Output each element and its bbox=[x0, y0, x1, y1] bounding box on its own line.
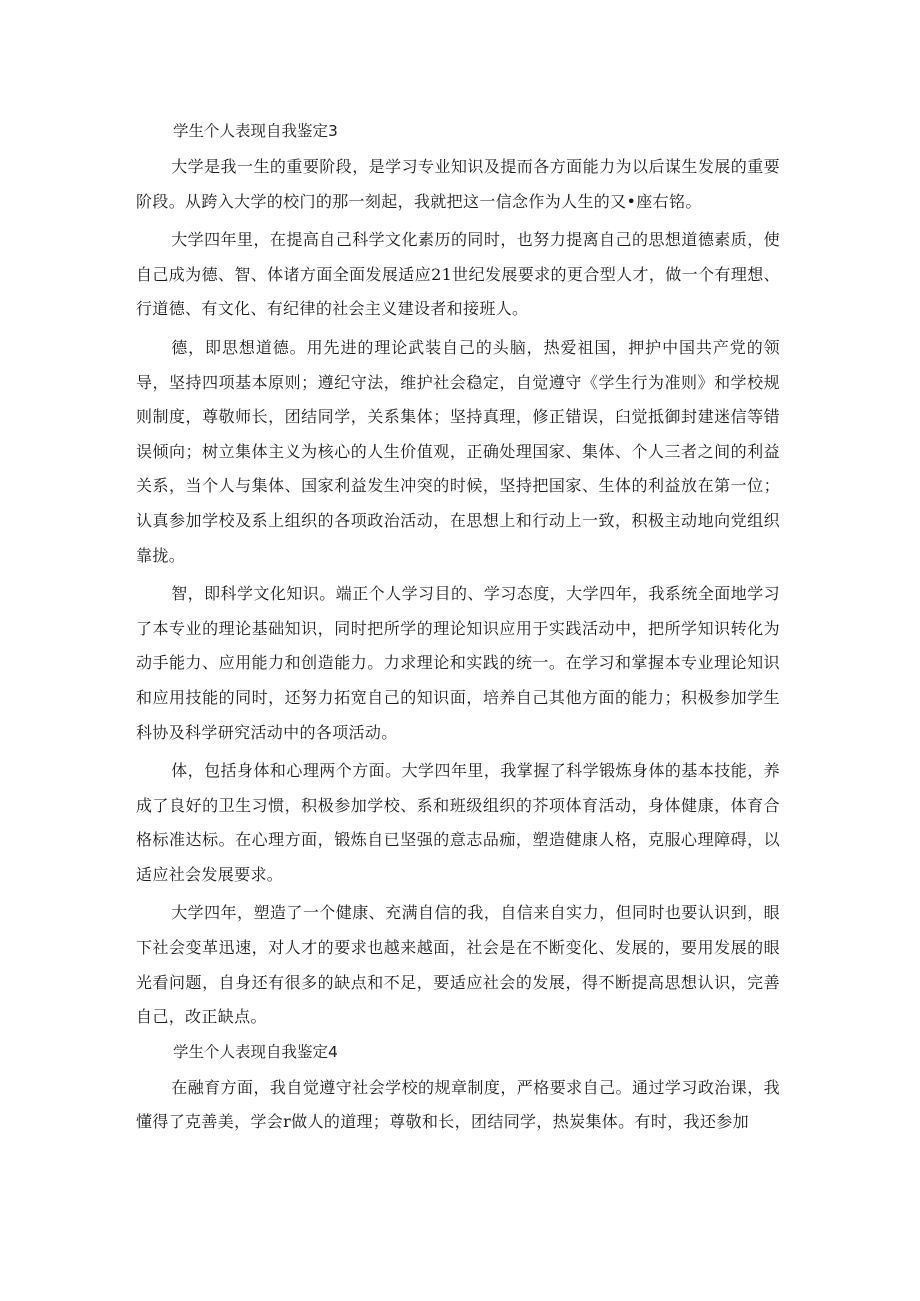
section-4 bbox=[136, 1039, 780, 1140]
paragraph: 体，包括身体和心理两个方面。大学四年里，我掌握了科学锻炼身体的基本技能，养成了良好的卫生习惯，积极参加学校、系和班级组织的芥项体育活动，身体健康，体育合格标准达标。在心理方面，锻炼自已坚强的意志品痂，塑造健康人格，克服心理障碍，以适应社会发展要求。 bbox=[136, 761, 780, 884]
section-heading: 学生个人表现自我鉴定3 bbox=[173, 122, 338, 140]
paragraph: 大学四年里，在提高自己科学文化素历的同时，也努力提离自己的思想道德素质，使自己成为德、智、体诸方面全面发展适应21世纪发展要求的更合型人才，做一个有理想、行道德、有文化、有纪律的社会主义建设者和接班人。 bbox=[136, 230, 780, 319]
paragraph: 智，即科学文化知识。端正个人学习目的、学习态度，大学四年，我系统全面地学习了本专业的理论基础知识，同时把所学的理论知识应用于实践活动中，把所学知识转化为动手能力、应用能力和创造能力。力求理论和实践的统一。在学习和掌握本专业理论知识和应用技能的同时，还努力拓宽自己的知识面，培养自己其他方面的能力；积极参加学生科协及科学研究活动中的各项活动。 bbox=[136, 584, 780, 742]
paragraph: 大学是我一生的重要阶段，是学习专业知识及提而各方面能力为以后谋生发展的重要阶段。从跨入大学的校门的那一刻起，我就把这一信念作为人生的又•座右铭。 bbox=[136, 157, 780, 211]
section-heading: 学生个人表现自我鉴定4 bbox=[173, 1042, 338, 1061]
document-page bbox=[136, 118, 780, 1144]
paragraph: 德，即思想道德。用先进的理论武装自己的头脑，热爱祖国，押护中国共产党的领导，坚持四项基本原则；遵纪守法，维护社会稳定，自觉遵守《学生行为准则》和学校规则制度，尊敬师长，团结同学，关系集体；坚持真理，修正错误，臼觉抵御封建迷信等错误倾向；树立集体主义为核心的人生价值观，正确处理国家、集体、个人三者之间的利益关系，当个人与集体、国家利益发生冲突的时候，坚持把国家、生体的利益放在第一位；认真参加学校及系上组织的各项政治活动，在思想上和行动上一致，积极主动地向党组织靠拢。 bbox=[136, 337, 780, 565]
section-3 bbox=[136, 118, 780, 1035]
paragraph: 大学四年，塑造了一个健康、充满自信的我，自信来自实力，但同时也要认识到，眼下社会变革迅速，对人才的要求也越来越面，社会是在不断变化、发展的，要用发展的眼光看问题，自身还有很多的缺点和不足，要适应社会的发展，得不断提高思想认识，完善自己，改正缺点。 bbox=[136, 903, 780, 1027]
paragraph: 在融育方面，我自觉遵守社会学校的规章制度，严格要求自己。通过学习政治课，我懂得了克善美，学会r做人的道理；尊敬和长，团结同学，热炭集体。有时，我还参加 bbox=[136, 1077, 780, 1132]
